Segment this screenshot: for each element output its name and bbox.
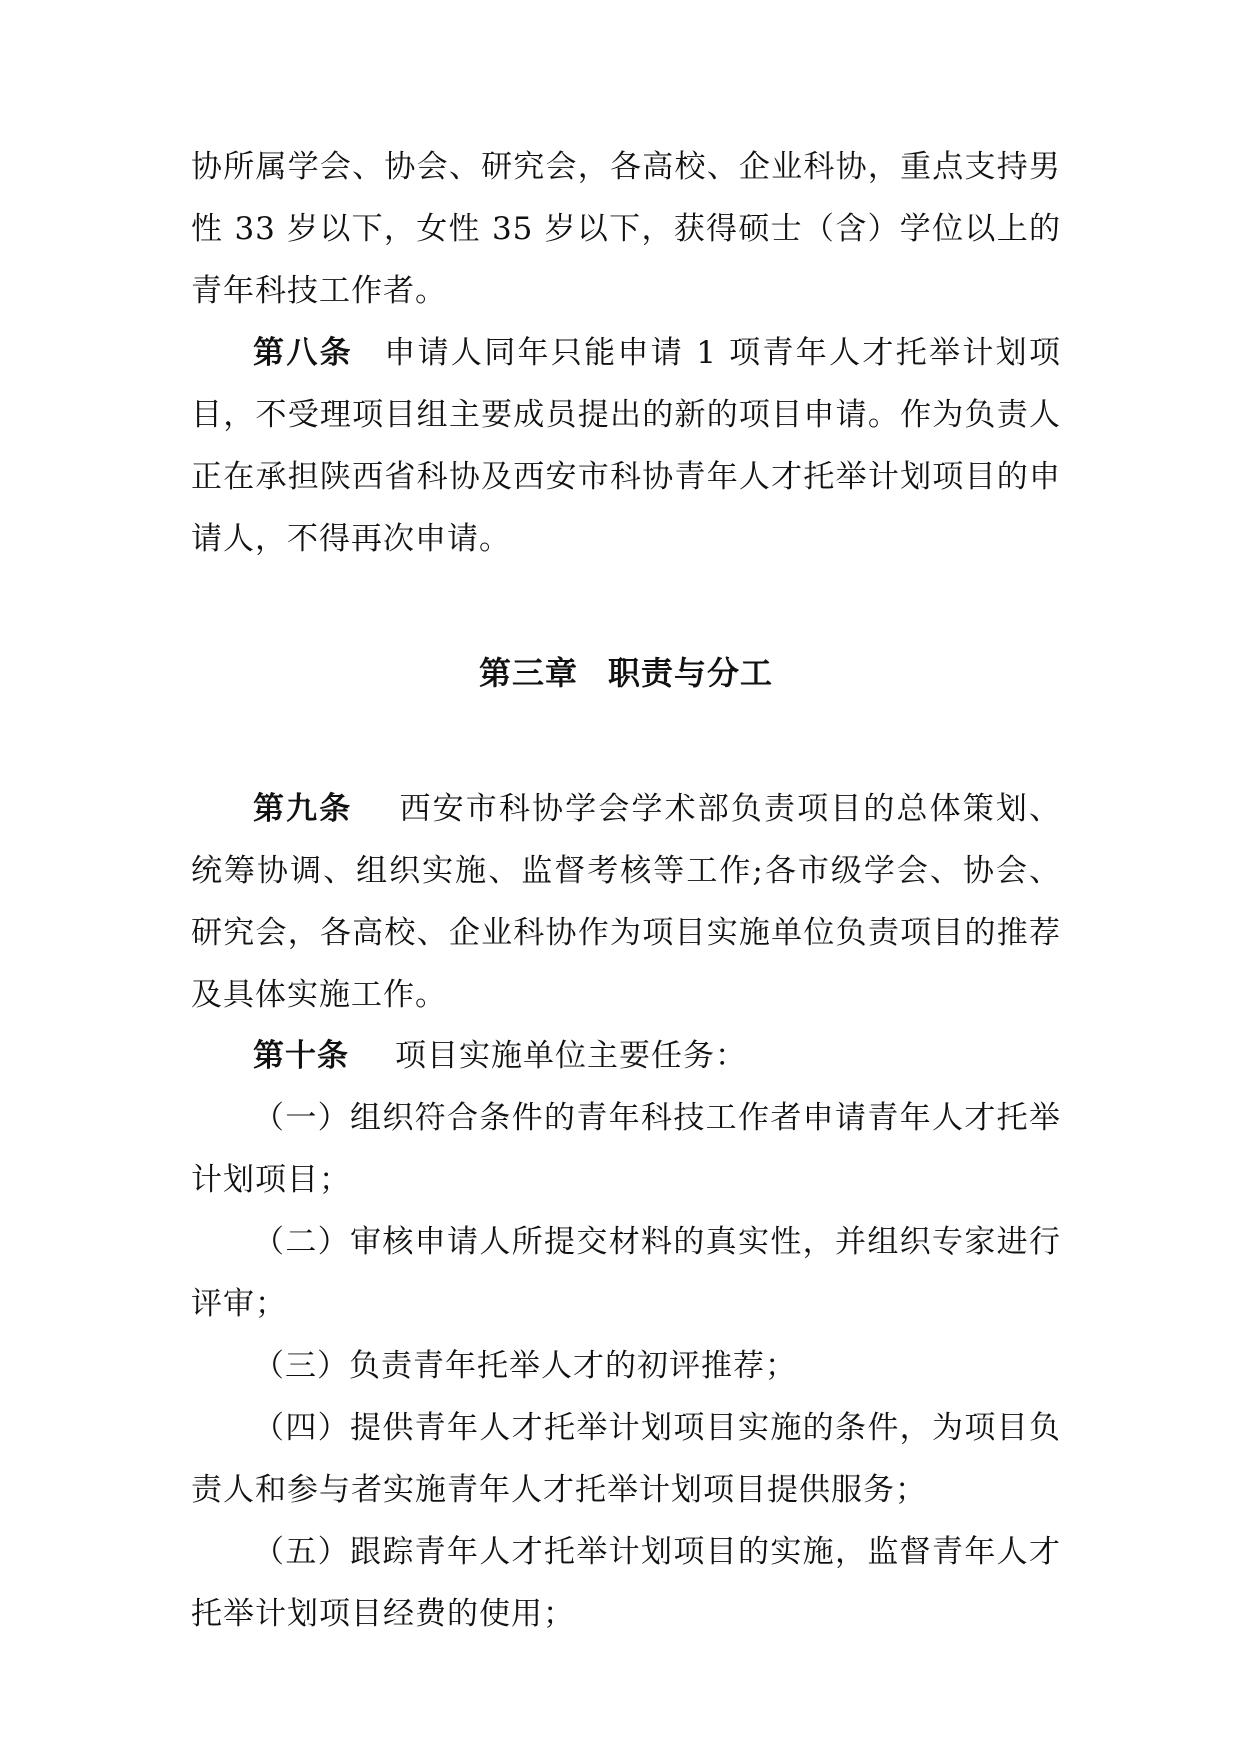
list-item-3: [191, 1335, 1061, 1397]
paragraph-eligibility-continued: [191, 136, 1061, 322]
chapter-number: 第三章: [478, 654, 578, 692]
list-item-2: [191, 1211, 1061, 1335]
article-8-text: 申请人同年只能申请 1 项青年人才托举计划项目，不受理项目组主要成员提出的新的项目申请。作为负责人正在承担陕西省科协及西安市科协青年人才托举计划项目的申请人，不得再次申请。: [191, 335, 1061, 557]
list-item-text: （二）审核申请人所提交材料的真实性，并组织专家进行评审；: [191, 1224, 1061, 1322]
article-10-text: 项目实施单位主要任务：: [395, 1038, 747, 1074]
list-item-1: [191, 1087, 1061, 1211]
chapter-heading: [191, 642, 1061, 704]
paragraph-text: 协所属学会、协会、研究会，各高校、企业科协，重点支持男性 33 岁以下，女性 35 岁以下，获得硕士（含）学位以上的青年科技工作者。: [191, 149, 1061, 309]
article-9-label: 第九条: [253, 791, 353, 827]
article-8: [191, 322, 1061, 570]
article-8-label: 第八条: [253, 335, 353, 371]
list-item-text: （四）提供青年人才托举计划项目实施的条件，为项目负责人和参与者实施青年人才托举计划项目提供服务；: [191, 1410, 1061, 1508]
article-10: [191, 1025, 1061, 1087]
article-9-text: 西安市科协学会学术部负责项目的总体策划、统筹协调、组织实施、监督考核等工作;各市级学会、协会、研究会，各高校、企业科协作为项目实施单位负责项目的推荐及具体实施工作。: [191, 791, 1062, 1013]
chapter-title: 职责与分工: [608, 654, 774, 692]
list-item-5: [191, 1521, 1061, 1645]
article-10-label: 第十条: [253, 1038, 349, 1074]
list-item-text: （三）负责青年托举人才的初评推荐；: [253, 1348, 797, 1384]
list-item-text: （一）组织符合条件的青年科技工作者申请青年人才托举计划项目；: [191, 1100, 1061, 1198]
list-item-text: （五）跟踪青年人才托举计划项目的实施，监督青年人才托举计划项目经费的使用；: [191, 1534, 1061, 1632]
list-item-4: [191, 1397, 1061, 1521]
article-9: [191, 778, 1061, 1026]
